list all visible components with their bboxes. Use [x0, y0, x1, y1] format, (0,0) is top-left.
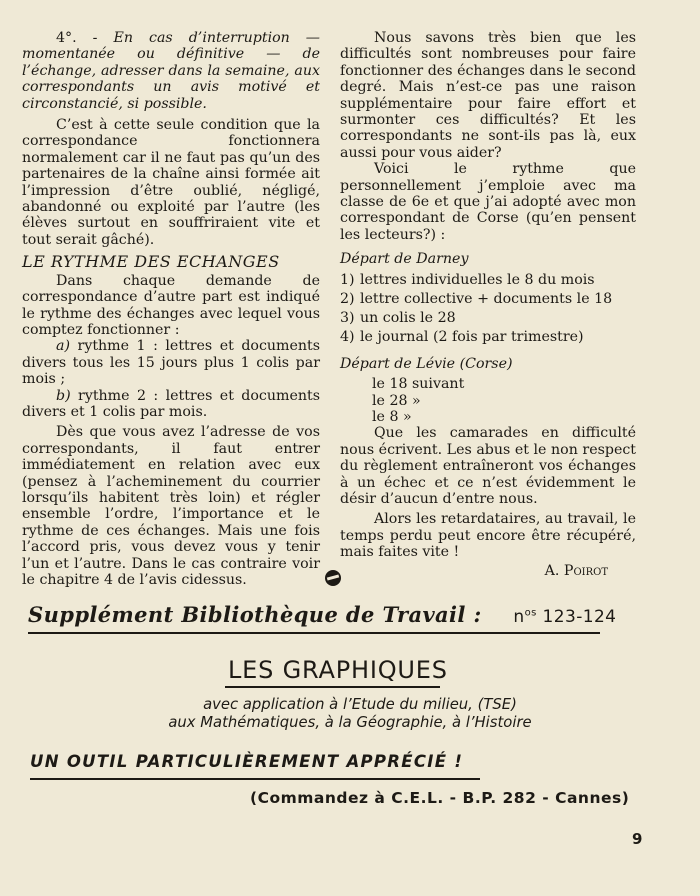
- darney-item: [340, 329, 636, 345]
- rythme-b-text: rythme 2 : lettres et documents divers et 1 colis par mois.: [22, 387, 320, 420]
- advert-slogan: UN OUTIL PARTICULIÈREMENT APPRÉCIÉ !: [30, 752, 464, 771]
- signature: A. Poirot: [544, 562, 608, 579]
- issue-prefix: n: [513, 607, 525, 627]
- condition-paragraph: C’est à cette seule condition que la correspondance fonctionnera normalement car il ne faut pas qu’un des partenaires de la chaîne ainsi formée ait l’impression d’être oublié, négligé, abandonné ou exploité par l’autre (les élèves surtout en souffriraient vite et tout serait gâché).: [22, 117, 320, 248]
- levie-item: le 18 suivant: [372, 376, 465, 393]
- darney-item-number: 4): [340, 329, 355, 346]
- levie-list: [340, 376, 636, 425]
- supplement-heading: [28, 602, 616, 627]
- supplement-title: Supplément Bibliothèque de Travail :: [28, 602, 482, 627]
- ornament-icon: [325, 570, 341, 586]
- darney-item-number: 1): [340, 271, 355, 288]
- camarades-paragraph: Que les camarades en difficulté nous écrivent. Les abus et le non respect du règlement entraîneront vos échanges à un échec et ce n’est évidemment le désir d’aucun d’entre nous.: [340, 425, 636, 507]
- slogan-underline: [30, 778, 480, 780]
- rule-number: 4°.: [56, 30, 77, 46]
- rythme-a-label: a): [56, 338, 70, 355]
- interruption-paragraph: [22, 30, 320, 112]
- rule-text: - En cas d’interruption — momentanée ou définitive — de l’échange, adresser dans la semaine, aux correspondants un avis motivé et circonstancié, si possible.: [22, 30, 320, 112]
- left-column: [22, 30, 320, 588]
- order-address: (Commandez à C.E.L. - B.P. 282 - Cannes): [250, 789, 630, 807]
- rythme-1-paragraph: [22, 338, 320, 387]
- darney-item-text: lettres individuelles le 8 du mois: [360, 271, 595, 288]
- rythme-2-paragraph: [22, 388, 320, 421]
- rythme-b-label: b): [56, 387, 71, 404]
- darney-item: [340, 291, 636, 307]
- darney-item-number: 2): [340, 290, 355, 307]
- darney-item-text: lettre collective + documents le 18: [360, 290, 613, 307]
- advert-title: LES GRAPHIQUES: [228, 656, 448, 684]
- divider: [28, 632, 600, 634]
- rythme-a-text: rythme 1 : lettres et documents divers tous les 15 jours plus 1 colis par mois ;: [22, 338, 320, 388]
- adresse-paragraph: Dès que vous avez l’adresse de vos correspondants, il faut entrer immédiatement en relation avec eux (pensez à l’acheminement du courrier lorsqu’ils habitent très loin) et régler ensemble l’ordre, l’importance et le rythme de ces échanges. Mais une fois l’accord pris, vous devez vous y tenir l’un et l’autre. Dans le cas contraire voir le chapitre 4 de l’avis cidessus.: [22, 424, 320, 588]
- darney-list: [340, 272, 636, 346]
- advert-line-1: avec application à l’Etude du milieu, (TSE): [203, 696, 517, 713]
- levie-item: le 8 »: [372, 408, 412, 425]
- darney-item: [340, 272, 636, 288]
- darney-item-number: 3): [340, 310, 355, 327]
- advert-line-2: aux Mathématiques, à la Géographie, à l’Histoire: [168, 714, 532, 731]
- section-heading: LE RYTHME DES ECHANGES: [22, 252, 280, 272]
- voici-paragraph: Voici le rythme que personnellement j’emploie avec ma classe de 6e et que j’ai adopté avec mon correspondant de Corse (qu’en pensent les lecteurs?) :: [340, 161, 636, 243]
- levie-item: le 28 »: [372, 392, 421, 409]
- issue-values: 123-124: [542, 607, 617, 627]
- demande-paragraph: Dans chaque demande de correspondance d’autre part est indiqué le rythme des échanges avec lequel vous comptez fonctionner :: [22, 272, 320, 338]
- issue-numbers: [513, 607, 616, 627]
- page-number: 9: [632, 830, 643, 848]
- title-underline: [225, 686, 440, 688]
- right-column: [340, 30, 636, 579]
- darney-heading: Départ de Darney: [340, 251, 469, 268]
- retardataires-paragraph: Alors les retardataires, au travail, le temps perdu peut encore être récupéré, mais faites vite !: [340, 511, 636, 561]
- darney-item-text: un colis le 28: [360, 310, 456, 327]
- issue-sup: os: [524, 607, 537, 619]
- levie-heading: Départ de Lévie (Corse): [340, 355, 513, 372]
- darney-item-text: le journal (2 fois par trimestre): [360, 329, 584, 346]
- difficultes-paragraph: Nous savons très bien que les difficultés sont nombreuses pour faire fonctionner des échanges dans le second degré. Mais n’est-ce pas une raison supplémentaire pour faire effort et surmonter ces difficultés? Et les correspondants ne sont-ils pas là, eux aussi pour vous aider?: [340, 30, 636, 161]
- darney-item: [340, 310, 636, 326]
